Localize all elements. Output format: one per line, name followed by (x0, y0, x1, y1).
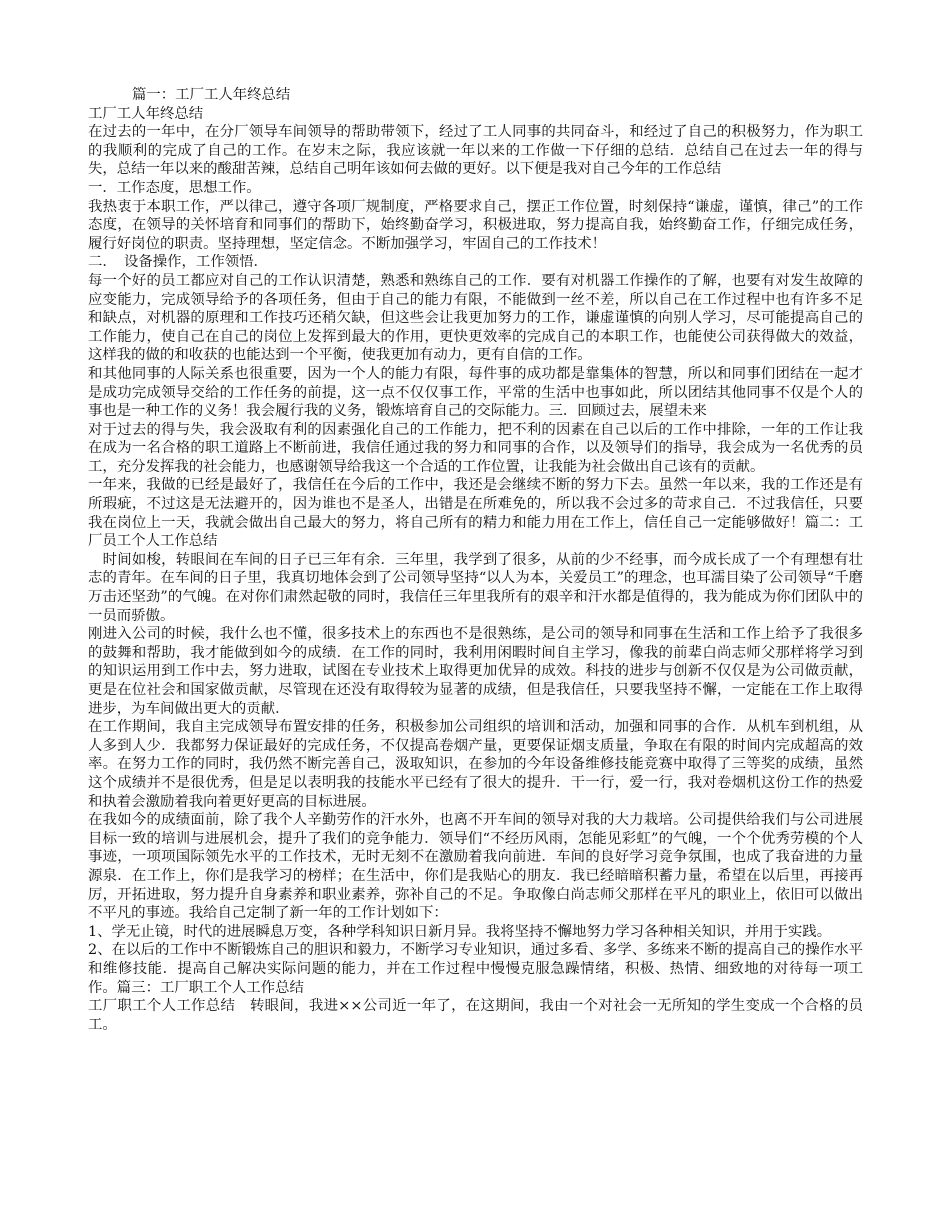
list-item: 2、在以后的工作中不断锻炼自己的胆识和毅力，不断学习专业知识，通过多看、多学、多练来不断的提高自己的操作水平和维修技能．提高自己解决实际问题的能力，并在工作过程中慢慢克服急躁情绪，积极、热情、细致地的对待每一项工作。篇三：工厂职工个人工作总结 (88, 942, 863, 996)
paragraph: 一年来，我做的已经是最好了，我信任在今后的工作中，我还是会继续不断的努力下去。虽然一年以来，我的工作还是有所瑕疵，不过这是无法避开的，因为谁也不是圣人，出错是在所难免的，所以我不会过多的苛求自己．不过我信任，只要我在岗位上一天，我就会做出自己最大的努力，将自己所有的精力和能力用在工作上，信任自己一定能够做好！篇二：工厂员工个人工作总结 (88, 477, 863, 550)
paragraph: 在我如今的成绩面前，除了我个人辛勤劳作的汗水外，也离不开车间的领导对我的大力栽培。公司提供给我们与公司进展目标一致的培训与进展机会，提升了我们的竞争能力．领导们“不经历风雨，怎能见彩虹”的气魄，一个个优秀劳模的个人事迹，一项项国际领先水平的工作技术，无时无刻不在激励着我向前进．车间的良好学习竞争氛围，也成了我奋进的力量源泉．在工作上，你们是我学习的榜样；在生活中，你们是我贴心的朋友．我已经暗暗积蓄力量，希望在以后里，再接再厉，开拓进取，努力提升自身素养和职业素养，弥补自己的不足。争取像白尚志师父那样在平凡的职业上，依旧可以做出不平凡的事迹。我给自己定制了新一年的工作计划如下： (88, 812, 863, 922)
paragraph: 在过去的一年中，在分厂领导车间领导的帮助带领下，经过了工人同事的共同奋斗，和经过了自己的积极努力，作为职工的我顺利的完成了自己的工作。在岁末之际，我应该就一年以来的工作做一下仔细的总结．总结自己在过去一年的得与失，总结一年以来的酸甜苦辣，总结自己明年该如何去做的更好。以下便是我对自己今年的工作总结 (88, 124, 863, 178)
section-heading: 二． 设备操作，工作领悟． (88, 254, 268, 271)
paragraph: 和其他同事的人际关系也很重要，因为一个人的能力有限，每件事的成功都是靠集体的智慧，所以和同事们团结在一起才是成功完成领导交给的工作任务的前提，这一点不仅仅事工作，平常的生活中也事如此，所以团结其他同事不仅是个人的事也是一种工作的义务！我会履行我的义务，锻炼培育自己的交际能力。三．回顾过去，展望未来 (88, 365, 863, 420)
document-body (88, 86, 863, 1034)
paragraph: 刚进入公司的时候，我什么也不懂，很多技术上的东西也不是很熟练，是公司的领导和同事在生活和工作上给予了我很多的鼓舞和帮助，我才能做到如今的成绩．在工作的同时，我利用闲暇时间自主学习，像我的前辈白尚志师父那样将学习到的知识运用到工作中去，努力进取，试图在专业技术上取得更加优异的成效。科技的进步与创新不仅仅是为公司做贡献，更是在位社会和国家做贡献，尽管现在还没有取得较为显著的成绩，但是我信任，只要我坚持不懈，一定能在工作上取得进步，为车间做出更大的贡献． (88, 626, 863, 717)
paragraph: 每一个好的员工都应对自己的工作认识清楚，熟悉和熟练自己的工作．要有对机器工作操作的了解，也要有对发生故障的应变能力，完成领导给予的各项任务，但由于自己的能力有限，不能做到一丝不差，所以自己在工作过程中也有许多不足和缺点，对机器的原理和工作技巧还稍欠缺，但这些会让我更加努力的工作，谦虚谨慎的向别人学习，尽可能提高自己的工作能力，使自己在自己的岗位上发挥到最大的作用，更快更效率的完成自己的本职工作，也能使公司获得做大的效益，这样我的做的和收获的也能达到一个平衡，使我更加有动力，更有自信的工作。 (88, 272, 863, 364)
section-title: 篇一：工厂工人年终总结 (132, 87, 291, 103)
paragraph: 在工作期间，我自主完成领导布置安排的任务，积极参加公司组织的培训和活动，加强和同事的合作．从机车到机组，从人多到人少．我都努力保证最好的完成任务，不仅提高卷烟产量，更要保证烟支质量，争取在有限的时间内完成超高的效率。在努力工作的同时，我仍然不断完善自己，汲取知识，在参加的今年设备维修技能竞赛中取得了三等奖的成绩，虽然这个成绩并不是很优秀，但是足以表明我的技能水平已经有了很大的提升．干一行，爱一行，我对卷烟机这份工作的热爱和执着会激励着我向着更好更高的目标进展。 (88, 719, 863, 810)
paragraph: 我热衷于本职工作，严以律己，遵守各项厂规制度，严格要求自己，摆正工作位置，时刻保持“谦虚，谨慎，律己”的工作态度，在领导的关怀培育和同事们的帮助下，始终勤奋学习，积极进取，努力提高自我，始终勤奋工作，仔细完成任务，履行好岗位的职责。坚持理想，坚定信念。不断加强学习，牢固自己的工作技术！ (88, 198, 863, 252)
paragraph: 对于过去的得与失，我会汲取有利的因素强化自己的工作能力，把不利的因素在自己以后的工作中排除，一年的工作让我在成为一名合格的职工道路上不断前进，我信任通过我的努力和同事的合作，以及领导们的指导，我会成为一名优秀的员工，充分发挥我的社会能力，也感谢领导给我这一个合适的工作位置，让我能为社会做出自己该有的贡献。 (88, 421, 863, 475)
paragraph: 时间如梭，转眼间在车间的日子已三年有余．三年里，我学到了很多，从前的少不经事，而今成长成了一个有理想有壮志的青年。在车间的日子里，我真切地体会到了公司领导坚持“以人为本，关爱员工”的理念，也耳濡目染了公司领导“千磨万击还坚劲”的气魄。在对你们肃然起敬的同时，我信任三年里我所有的艰辛和汗水都是值得的，我为能成为你们团队中的一员而骄傲。 (88, 551, 863, 624)
section-heading: 一．工作态度，思想工作。 (88, 179, 261, 196)
document-title: 工厂工人年终总结 (88, 105, 204, 122)
paragraph: 工厂职工个人工作总结 转眼间，我进××公司近一年了，在这期间，我由一个对社会一无所知的学生变成一个合格的员工。 (88, 998, 863, 1033)
list-item: 1、学无止镜，时代的进展瞬息万变，各种学科知识日新月异。我将坚持不懈地努力学习各种相关知识，并用于实践。 (88, 923, 832, 940)
